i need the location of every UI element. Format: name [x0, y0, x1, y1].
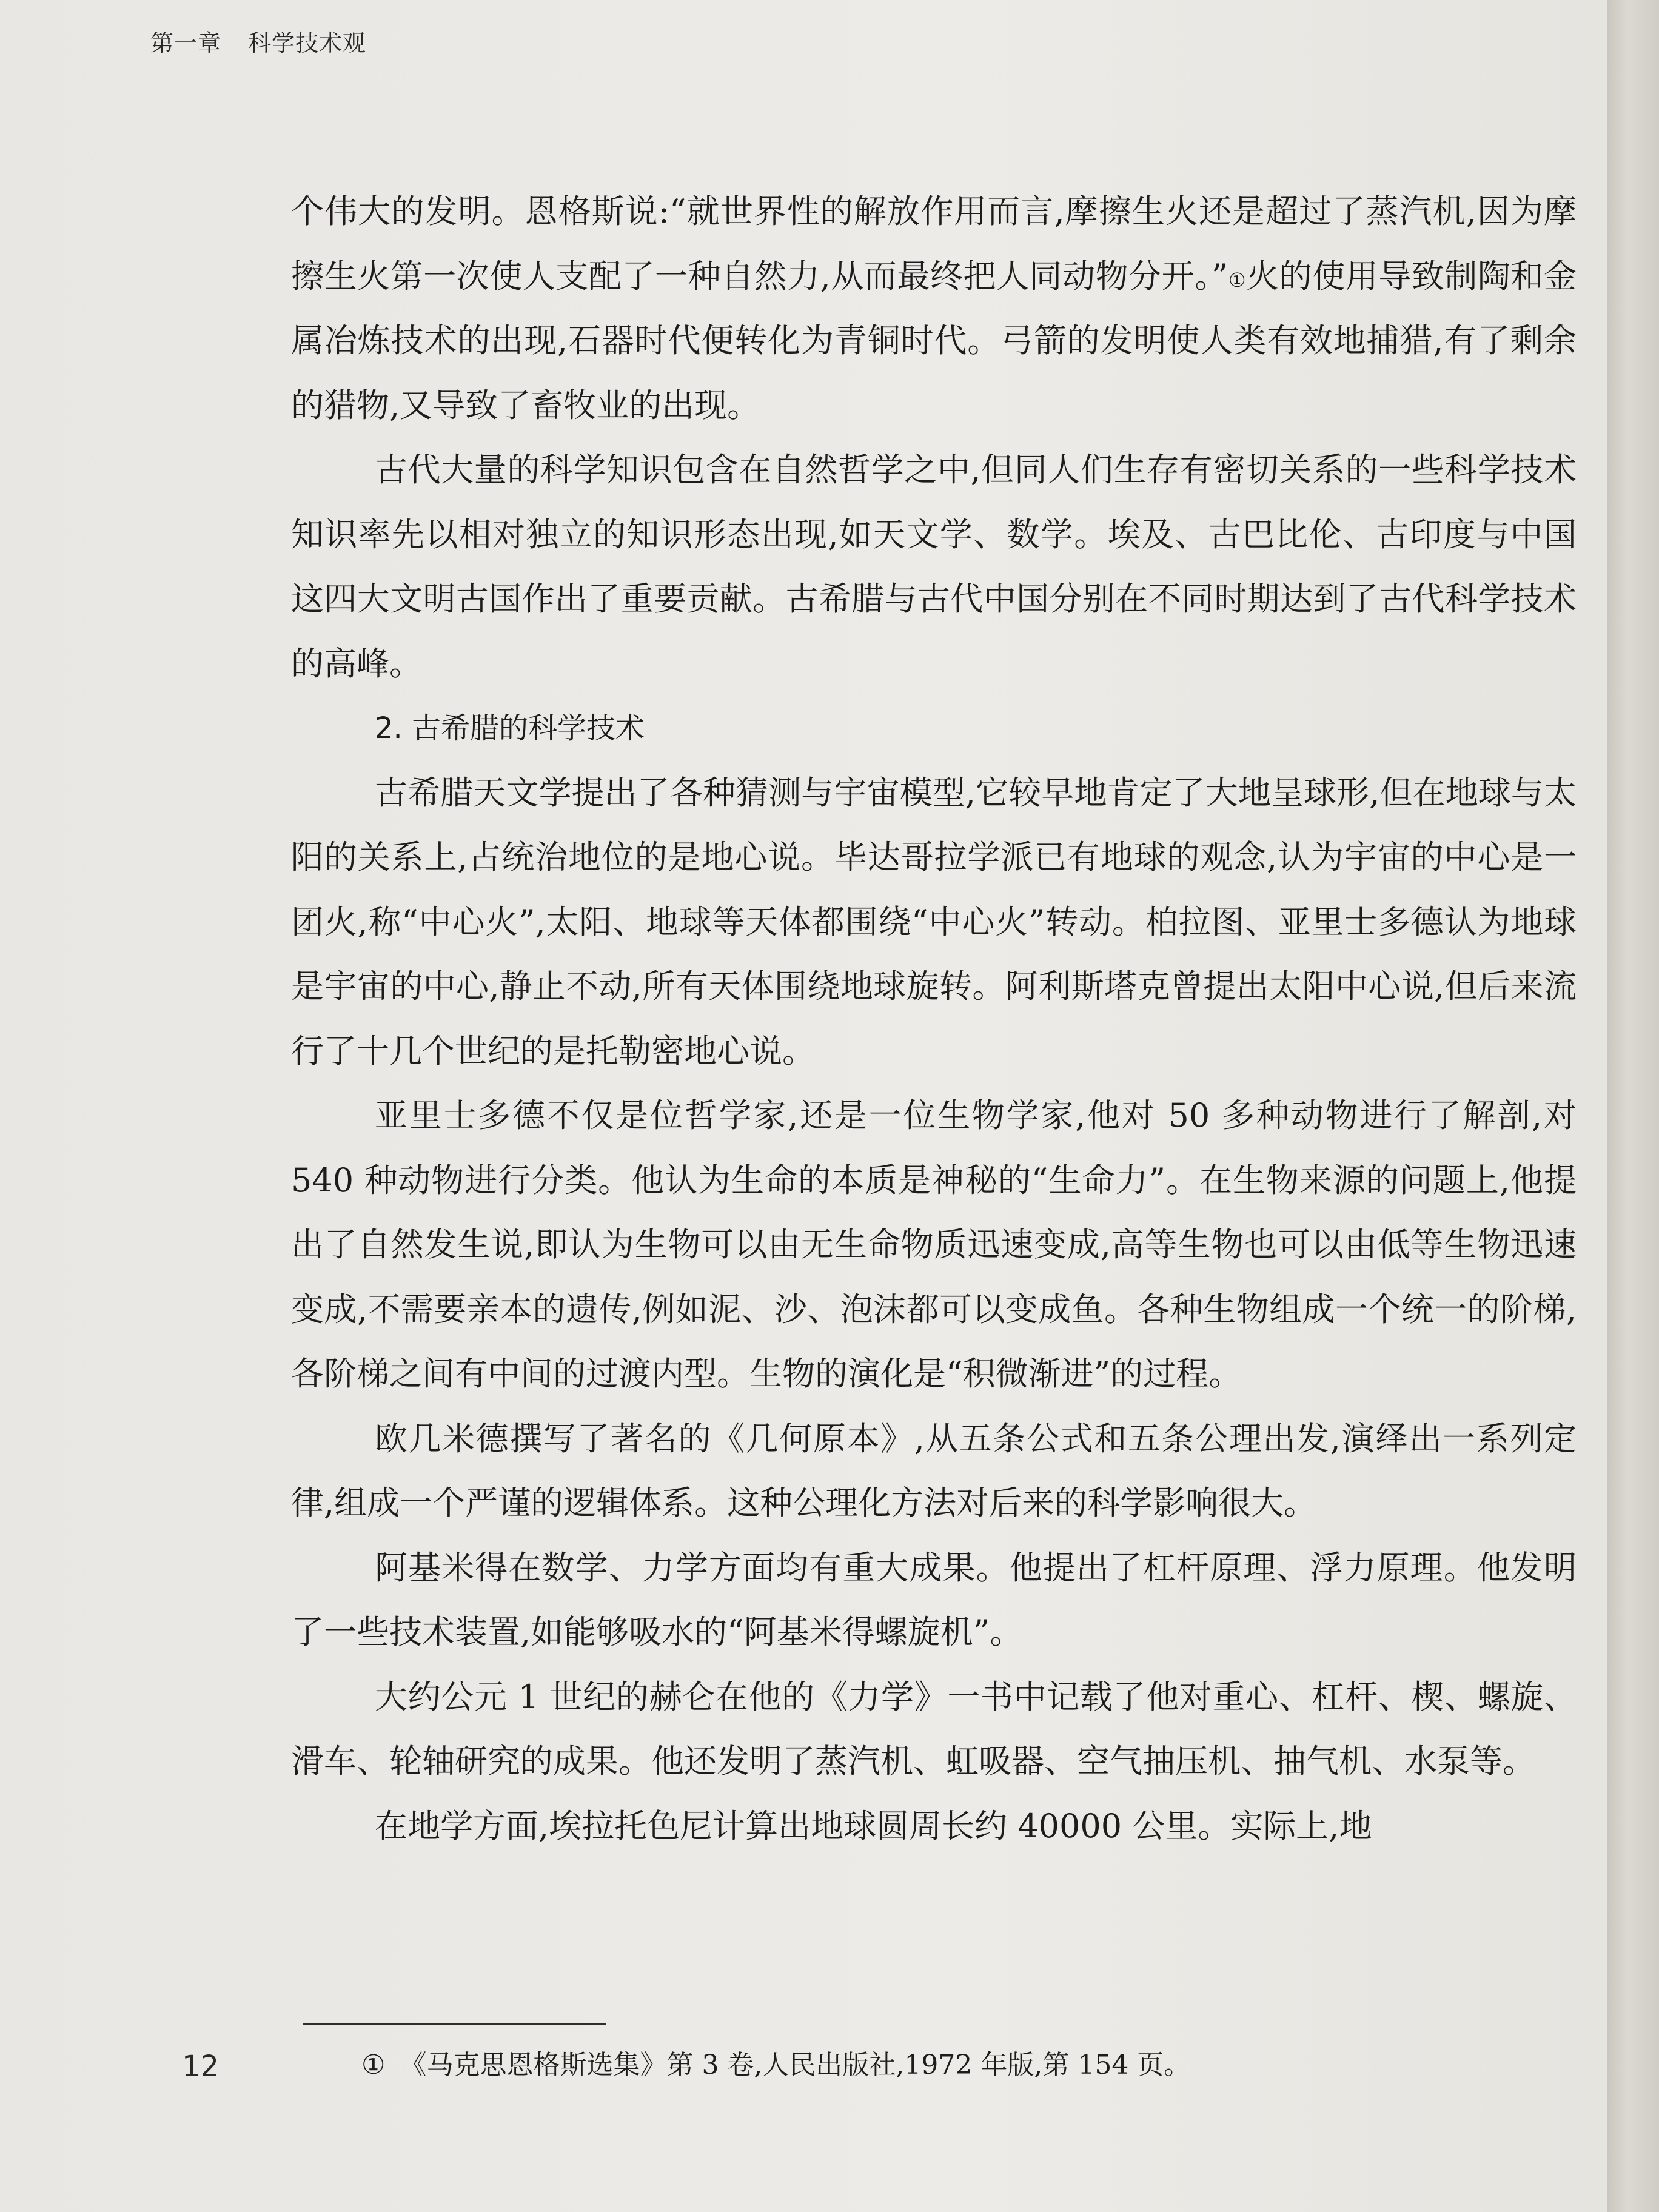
paragraph-2: 古代大量的科学知识包含在自然哲学之中,但同人们生存有密切关系的一些科学技术知识率先以相对独立的知识形态出现,如天文学、数学。埃及、古巴比伦、古印度与中国这四大文明古国作出了重要贡献。古希腊与古代中国分别在不同时期达到了古代科学技术的高峰。	[291, 451, 1577, 683]
paragraph-7: 大约公元 1 世纪的赫仑在他的《力学》一书中记载了他对重心、杠杆、楔、螺旋、滑车、轮轴研究的成果。他还发明了蒸汽机、虹吸器、空气抽压机、抽气机、水泵等。	[291, 1677, 1577, 1780]
paragraph-1	[291, 179, 1577, 438]
paragraph-6: 阿基米得在数学、力学方面均有重大成果。他提出了杠杆原理、浮力原理。他发明了一些技术装置,如能够吸水的“阿基米得螺旋机”。	[291, 1548, 1577, 1651]
paragraph-5: 欧几米德撰写了著名的《几何原本》,从五条公式和五条公理出发,演绎出一系列定律,组成一个严谨的逻辑体系。这种公理化方法对后来的科学影响很大。	[291, 1419, 1577, 1522]
page-edge	[1607, 0, 1659, 2212]
paragraph-1-text-cont: 火的使用导致制陶和金属冶炼技术的出现,石器时代便转化为青铜时代。弓箭的发明使人类有效地捕猎,有了剩余的猎物,又导致了畜牧业的出现。	[291, 256, 1577, 424]
paragraph-1-text: 个伟大的发明。恩格斯说:“就世界性的解放作用而言,摩擦生火还是超过了蒸汽机,因为摩擦生火第一次使人支配了一种自然力,从而最终把人同动物分开。”	[291, 192, 1577, 295]
page-number: 12	[182, 2049, 220, 2083]
chapter-title: 科学技术观	[248, 30, 367, 56]
footnote	[361, 2041, 1190, 2090]
footnote-rule	[303, 2023, 606, 2025]
chapter-label: 第一章	[150, 30, 222, 56]
section-heading: 2. 古希腊的科学技术	[375, 711, 645, 745]
paragraph-8: 在地学方面,埃拉托色尼计算出地球圆周长约 40000 公里。实际上,地	[375, 1806, 1372, 1845]
paragraph-3: 古希腊天文学提出了各种猜测与宇宙模型,它较早地肯定了大地呈球形,但在地球与太阳的关系上,占统治地位的是地心说。毕达哥拉学派已有地球的观念,认为宇宙的中心是一团火,称“中心火”,太阳、地球等天体都围绕“中心火”转动。柏拉图、亚里士多德认为地球是宇宙的中心,静止不动,所有天体围绕地球旋转。阿利斯塔克曾提出太阳中心说,但后来流行了十几个世纪的是托勒密地心说。	[291, 773, 1577, 1070]
body-text	[291, 179, 1577, 1858]
footnote-text: 《马克思恩格斯选集》第 3 卷,人民出版社,1972 年版,第 154 页。	[400, 2049, 1191, 2080]
footnote-mark: ①	[361, 2049, 386, 2080]
running-head	[150, 24, 366, 58]
footnote-reference: ①	[1228, 268, 1247, 292]
paragraph-4: 亚里士多德不仅是位哲学家,还是一位生物学家,他对 50 多种动物进行了解剖,对 540 种动物进行分类。他认为生命的本质是神秘的“生命力”。在生物来源的问题上,他提出了自然发生说,即认为生物可以由无生命物质迅速变成,高等生物也可以由低等生物迅速变成,不需要亲本的遗传,例如泥、沙、泡沫都可以变成鱼。各种生物组成一个统一的阶梯,各阶梯之间有中间的过渡内型。生物的演化是“积微渐进”的过程。	[291, 1096, 1577, 1393]
